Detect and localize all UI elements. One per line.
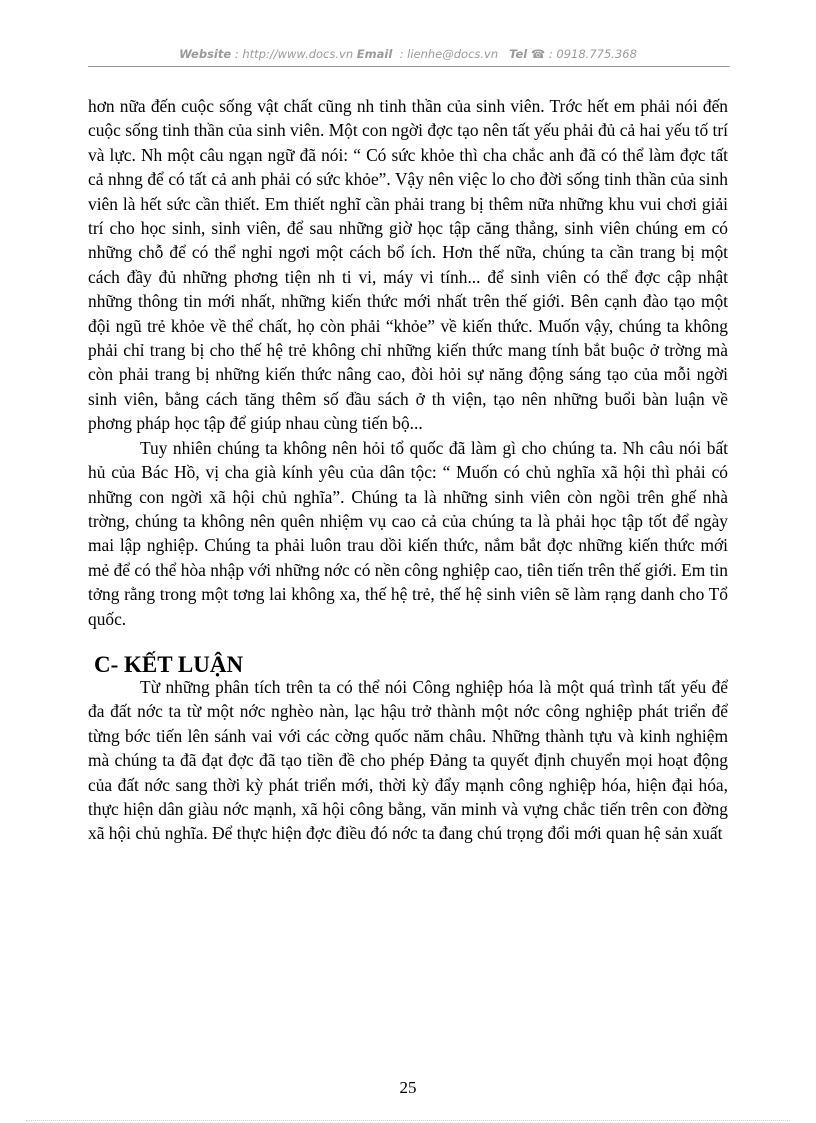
paragraph-1: hơn nữa đến cuộc sống vật chất cũng nh tinh thần của sinh viên. Trớc hết em phải nói đến cuộc sống tinh thần của sinh viên. Một con ngời đợc tạo nên tất yếu phải đủ cả hai yếu tố trí và lực. Nh một câu ngạn ngữ đã nói: “ Có sức khỏe thì cha chắc anh đã có thể làm đợc tất cả nhng để có tất cả anh phải có sức khỏe”. Vậy nên việc lo cho đời sống tinh thần của sinh viên là hết sức cần thiết. Em thiết nghĩ cần phải trang bị thêm nữa những khu vui chơi giải trí cho học sinh, sinh viên, để sau những giờ học tập căng thẳng, sinh viên chúng em có những chỗ để có thể nghỉ ngơi một cách bổ ích. Hơn thế nữa, chúng ta cần trang bị một cách đầy đủ những phơng tiện nh ti vi, máy vi tính... để sinh viên có thể đợc cập nhật những thông tin mới nhất, những kiến thức mới nhất trên thế giới. Bên cạnh đào tạo một đội ngũ trẻ khỏe về thể chất, họ còn phải “khỏe” về kiến thức. Muốn vậy, chúng ta không phải chỉ trang bị cho thế hệ trẻ không chỉ những kiến thức mang tính bắt buộc ở trờng mà còn phải trang bị những kiến thức nâng cao, đòi hỏi sự năng động sáng tạo của mỗi ngời sinh viên, bằng cách tăng thêm số đầu sách ở th viện, tạo nên những buổi bàn luận về phơng pháp học tập để giúp nhau cùng tiến bộ... <box>88 96 728 434</box>
header-rule <box>88 66 730 67</box>
paragraph-3: Từ những phân tích trên ta có thể nói Công nghiệp hóa là một quá trình tất yếu để đa đất nớc ta từ một nớc nghèo nàn, lạc hậu trở thành một nớc công nghiệp phát triển để từng bớc tiến lên sánh vai với các cờng quốc năm châu. Những thành tựu và kinh nghiệm mà chúng ta đã đạt đợc đã tạo tiền đề cho phép Đảng ta quyết định chuyển mọi hoạt động của đất nớc sang thời kỳ phát triển mới, thời kỳ đẩy mạnh công nghiệp hóa, hiện đại hóa, thực hiện dân giàu nớc mạnh, xã hội công bằng, văn minh và vựng chắc tiến trên con đờng xã hội chủ nghĩa. Để thực hiện đợc điều đó nớc ta đang chú trọng đổi mới quan hệ sản xuất <box>88 676 728 844</box>
page-number: 25 <box>399 1078 417 1097</box>
email-value: lienhe@docs.vn <box>407 47 499 61</box>
website-value: http://www.docs.vn <box>242 47 354 61</box>
website-label: Website <box>179 47 232 61</box>
section-heading: C- KẾT LUẬN <box>94 651 244 677</box>
footer-divider <box>26 1120 790 1121</box>
tel-value: : 0918.775.368 <box>548 47 637 61</box>
document-body <box>88 94 728 846</box>
phone-icon: ☎ <box>530 47 546 61</box>
tel-label: Tel <box>509 47 528 61</box>
page-header: Website : http://www.docs.vn Email : lienhe@docs.vn Tel ☎ : 0918.775.368 <box>179 47 637 61</box>
email-label: Email <box>356 47 393 61</box>
paragraph-2: Tuy nhiên chúng ta không nên hỏi tổ quốc đã làm gì cho chúng ta. Nh câu nói bất hủ của Bác Hồ, vị cha già kính yêu của dân tộc: “ Muốn có chủ nghĩa xã hội thì phải có những con ngời xã hội chủ nghĩa”. Chúng ta là những sinh viên còn ngồi trên ghế nhà trờng, chúng ta không nên quên nhiệm vụ cao cả của chúng ta là phải học tập tốt để ngày mai lập nghiệp. Chúng ta phải luôn trau dồi kiến thức, nắm bắt đợc những kiến thức mới mẻ để có thể hòa nhập với những nớc có nền công nghiệp cao, tiên tiến trên thế giới. Em tin tởng rằng trong một tơng lai không xa, thế hệ trẻ, thế hệ sinh viên sẽ làm rạng danh cho Tổ quốc. <box>88 437 728 629</box>
